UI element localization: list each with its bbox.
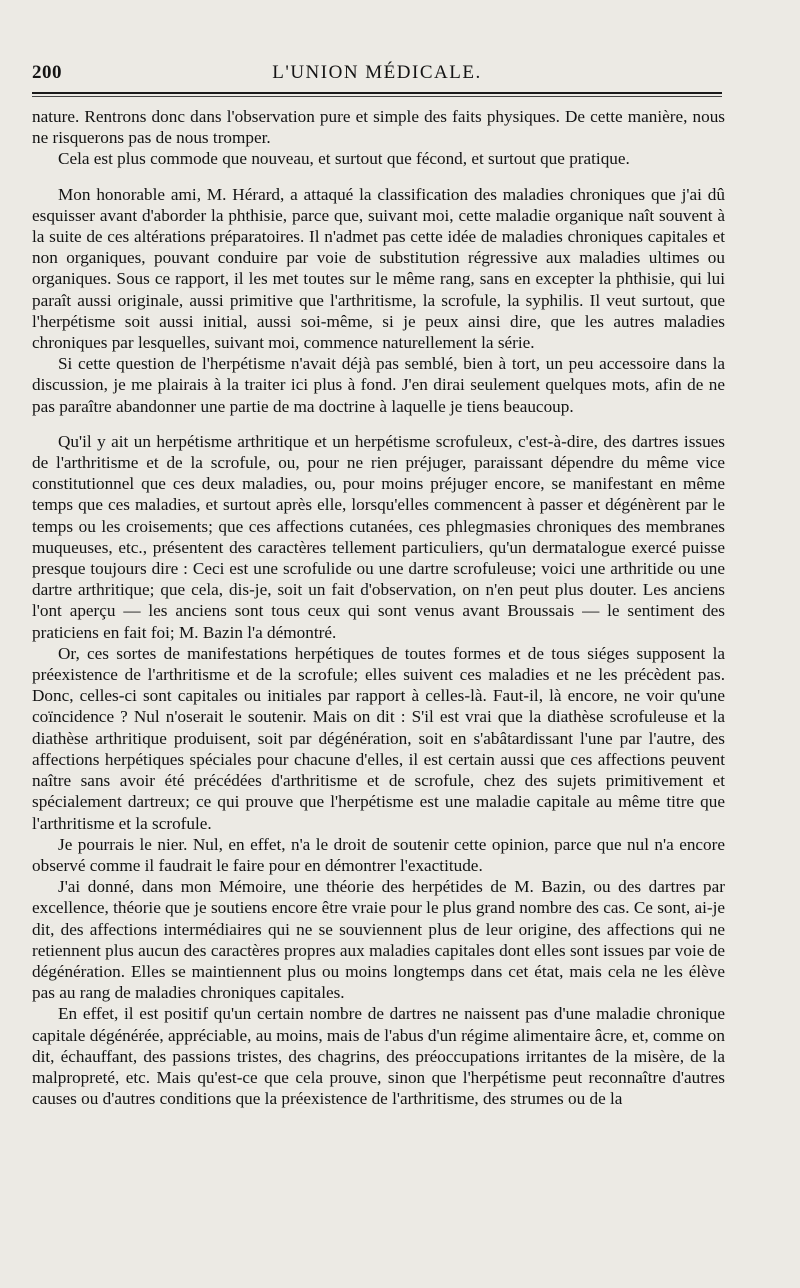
running-header [32, 62, 722, 90]
paragraph: En effet, il est positif qu'un certain nombre de dartres ne naissent pas d'une maladie chronique capitale dégénérée, appréciable, au moins, mais de l'abus d'un régime alimentaire âcre, et, comme on dit, échauffant, des passions tristes, des chagrins, des préoccupations irritantes de la misère, de la malpropreté, etc. Mais qu'est-ce que cela prouve, sinon que l'herpétisme peut reconnaître d'autres causes ou d'autres conditions que la préexistence de l'arthritisme, des strumes ou de la [32, 1004, 725, 1109]
paragraph: Si cette question de l'herpétisme n'avait déjà pas semblé, bien à tort, un peu accessoire dans la discussion, je me plairais à la traiter ici plus à fond. J'en dirai seulement quelques mots, afin de ne pas paraître abandonner une partie de ma doctrine à laquelle je tiens beaucoup. [32, 354, 725, 416]
paragraph: Mon honorable ami, M. Hérard, a attaqué la classification des maladies chroniques que j'ai dû esquisser avant d'aborder la phthisie, parce que, suivant moi, cette maladie organique naît souvent à la suite de ces altérations préparatoires. Il n'admet pas cette idée de maladies chroniques capitales et non organiques, pouvant conduire par voie de substitution régressive aux maladies ultimes ou organiques. Sous ce rapport, il les met toutes sur le même rang, sans en excepter la phthisie, qui lui paraît aussi originale, aussi primitive que l'arthritisme, la scrofule, la syphilis. Il veut surtout, que l'herpétisme soit aussi initial, aussi soi-même, si je peux ainsi dire, que les autres maladies chroniques par lesquelles, suivant moi, commence naturellement la série. [32, 184, 725, 353]
page-number: 200 [32, 62, 62, 83]
paragraph: Je pourrais le nier. Nul, en effet, n'a le droit de soutenir cette opinion, parce que nul n'a encore observé comme il faudrait le faire pour en démontrer l'exactitude. [32, 834, 725, 875]
paragraph: Or, ces sortes de manifestations herpétiques de toutes formes et de tous siéges supposent la préexistence de l'arthritisme et de la scrofule; elles suivent ces maladies et ne les précèdent pas. Donc, celles-ci sont capitales ou initiales par rapport à celles-là. Faut-il, là encore, ne voir qu'une coïncidence ? Nul n'oserait le soutenir. Mais on dit : S'il est vrai que la diathèse scrofuleuse et la diathèse arthritique produisent, soit par dégénération, soit en s'abâtardissant l'une par l'autre, des affections herpétiques spéciales pour chacune d'elles, il est certain aussi que ces affections peuvent naître sans avoir été précédées d'arthritisme et de scrofule, chez des sujets primitivement et spécialement dartreux; ce qui prouve que l'herpétisme est une maladie capitale au même titre que l'arthritisme et la scrofule. [32, 643, 725, 833]
header-rule-thin [32, 96, 722, 97]
paragraph: J'ai donné, dans mon Mémoire, une théorie des herpétides de M. Bazin, ou des dartres par excellence, théorie que je soutiens encore être vraie pour le plus grand nombre des cas. Ce sont, ai-je dit, des affections intermédiaires qui ne se souviennent plus de leur origine, des affections qui ne retiennent plus aucun des caractères propres aux maladies capitales dont elles sont issues par voie de dégénération. Elles se maintiennent plus ou moins longtemps dans cet état, mais cela ne les élève pas au rang de maladies chroniques capitales. [32, 877, 725, 1003]
paragraph: Qu'il y ait un herpétisme arthritique et un herpétisme scrofuleux, c'est-à-dire, des dartres issues de l'arthritisme et de la scrofule, ou, pour ne rien préjuger, paraissant dépendre du même vice constitutionnel que ces deux maladies, ou, pour moins préjuger encore, se manifestant en même temps que ces maladies, et surtout après elle, lorsqu'elles commencent à passer et dégénèrent par le temps ou les croisements; que ces affections cutanées, ces phlegmasies chroniques des membranes muqueuses, etc., présentent des caractères tellement particuliers, qu'un dermatalogue exercé puisse presque toujours dire : Ceci est une scrofulide ou une dartre scrofuleuse; voici une arthritide ou une dartre arthritique; que cela, dis-je, soit un fait d'observation, on n'en peut plus douter. Les anciens l'ont aperçu — les anciens sont tous ceux qui sont venus avant Broussais — le sentiment des praticiens en fait foi; M. Bazin l'a démontré. [32, 431, 725, 642]
body-text [32, 106, 725, 1109]
paragraph: Cela est plus commode que nouveau, et surtout que fécond, et surtout que pratique. [58, 149, 630, 169]
paragraph: nature. Rentrons donc dans l'observation pure et simple des faits physiques. De cette manière, nous ne risquerons pas de nous tromper. [32, 107, 725, 148]
header-rule [32, 92, 722, 94]
running-title: L'UNION MÉDICALE. [272, 62, 482, 83]
